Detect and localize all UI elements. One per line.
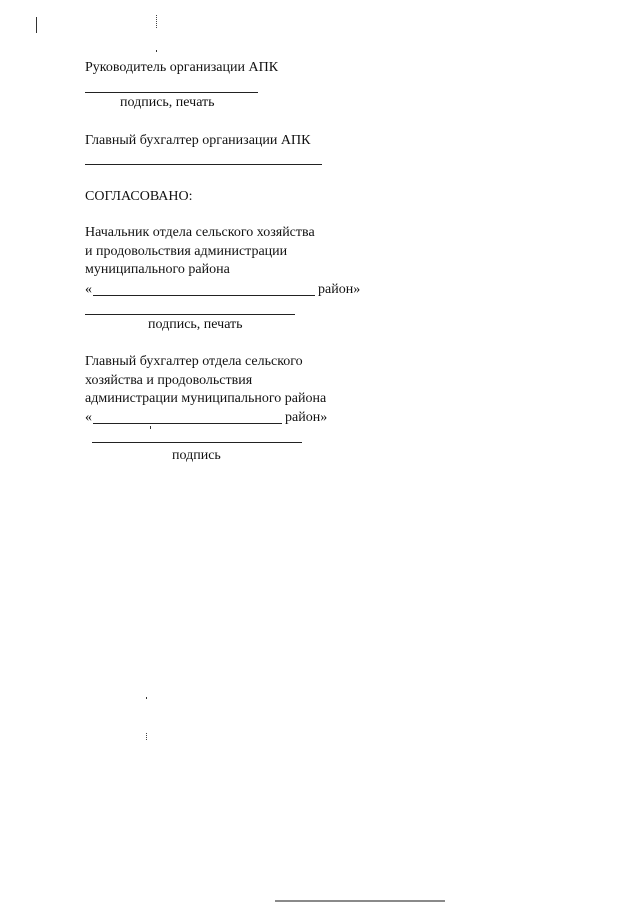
chief-accountant-signature-line — [85, 164, 322, 165]
agriculture-head-title — [85, 224, 315, 280]
chief-accountant-title: Главный бухгалтер организации АПК — [85, 133, 311, 148]
scan-dot-lower — [146, 697, 147, 699]
scan-dot-middle — [150, 426, 151, 429]
agriculture-head-line: Начальник отдела сельского хозяйства — [85, 225, 315, 240]
district-suffix: район» — [285, 410, 328, 425]
dept-accountant-line: администрации муниципального района — [85, 391, 327, 406]
district-name-blank — [93, 423, 282, 424]
org-head-caption: подпись, печать — [120, 95, 215, 110]
scan-mark-top — [156, 15, 157, 28]
dept-accountant-title — [85, 353, 326, 409]
agriculture-head-signature-line — [85, 314, 295, 315]
scan-dot-top — [156, 50, 157, 52]
scan-mark-lower — [146, 733, 147, 740]
dept-accountant-caption: подпись — [172, 448, 221, 463]
dept-accountant-line: хозяйства и продовольствия — [85, 372, 253, 388]
dept-accountant-signature-line — [92, 442, 302, 443]
org-head-title: Руководитель организации АПК — [85, 60, 279, 75]
district-suffix: район» — [318, 282, 361, 297]
agriculture-head-line: и продовольствия администрации — [85, 243, 288, 259]
dept-accountant-line: Главный бухгалтер отдела сельского — [85, 354, 303, 369]
district-open-quote: « — [85, 410, 92, 425]
district-name-blank — [93, 295, 315, 296]
agriculture-head-caption: подпись, печать — [148, 317, 243, 332]
agriculture-head-line: муниципального района — [85, 262, 230, 277]
scan-mark-left — [36, 17, 37, 33]
org-head-signature-line — [85, 92, 258, 93]
approved-heading: СОГЛАСОВАНО: — [85, 189, 193, 204]
scan-line-bottom — [275, 900, 445, 902]
district-open-quote: « — [85, 282, 92, 297]
